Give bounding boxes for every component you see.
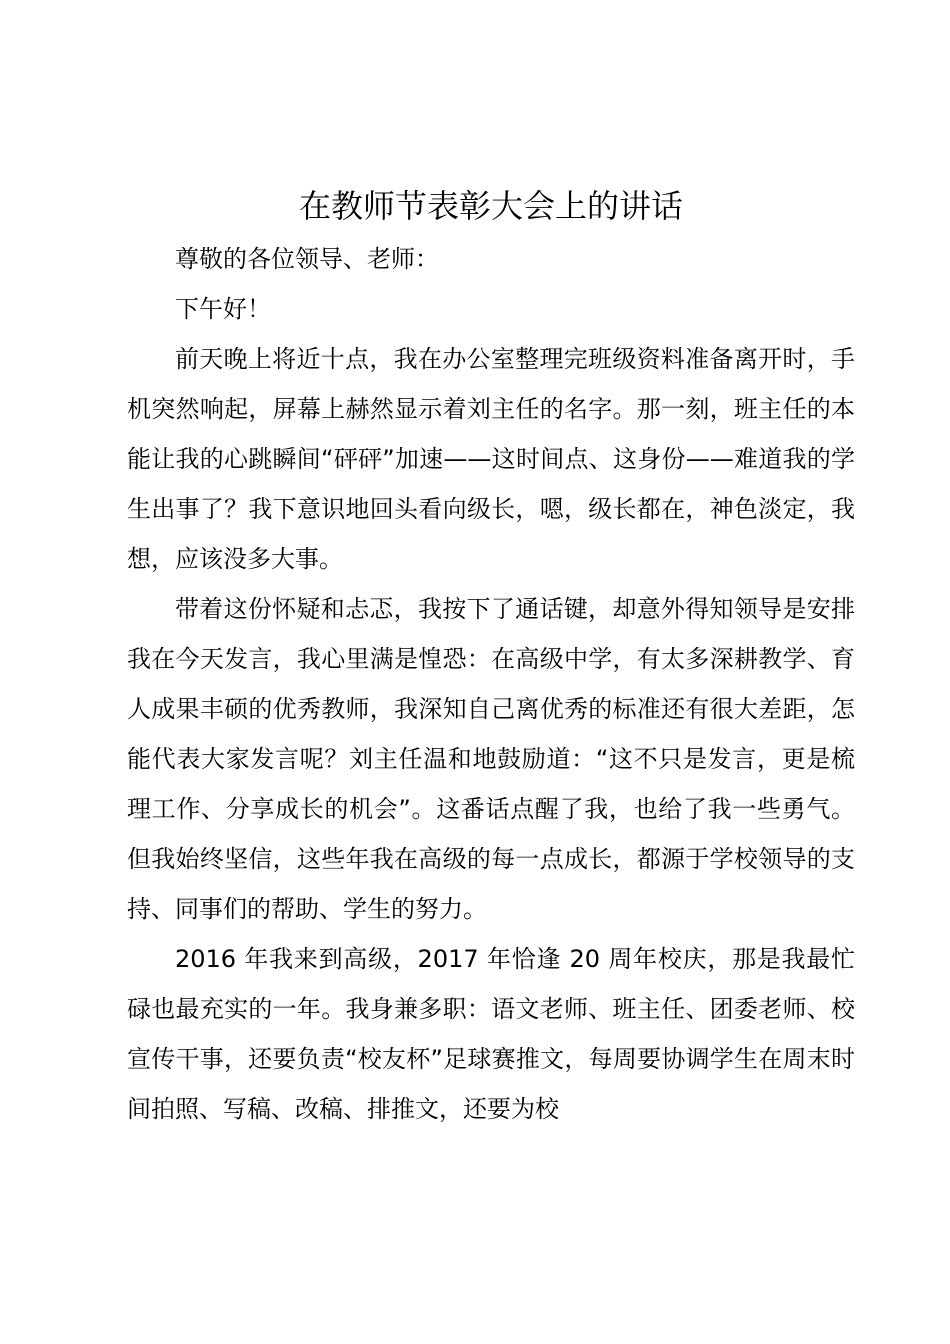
salutation: 尊敬的各位领导、老师：	[175, 245, 439, 273]
document-body	[127, 178, 855, 1134]
paragraph-phone-call: 前天晚上将近十点，我在办公室整理完班级资料准备离开时，手机突然响起，屏幕上赫然显示着刘主任的名字。那一刻，班主任的本能让我的心跳瞬间“砰砰”加速——这时间点、这身份——难道我的学生出事了？我下意识地回头看向级长，嗯，级长都在，神色淡定，我想，应该没多大事。	[127, 345, 855, 573]
paragraph-speech-invitation: 带着这份怀疑和忐忑，我按下了通话键，却意外得知领导是安排我在今天发言，我心里满是惶恐：在高级中学，有太多深耕教学、育人成果丰硕的优秀教师，我深知自己离优秀的标准还有很大差距，怎能代表大家发言呢？刘主任温和地鼓励道：“这不只是发言，更是梳理工作、分享成长的机会”。这番话点醒了我，也给了我一些勇气。但我始终坚信，这些年我在高级的每一点成长，都源于学校领导的支持、同事们的帮助、学生的努力。	[127, 595, 855, 923]
paragraph-school-anniversary: 2016 年我来到高级，2017 年恰逢 20 周年校庆，那是我最忙碌也最充实的一年。我身兼多职：语文老师、班主任、团委老师、校宣传干事，还要负责“校友杯”足球赛推文，每周要协调学生在周末时间拍照、写稿、改稿、排推文，还要为校	[127, 945, 855, 1123]
greeting: 下午好！	[175, 295, 271, 323]
document-title: 在教师节表彰大会上的讲话	[298, 187, 683, 225]
